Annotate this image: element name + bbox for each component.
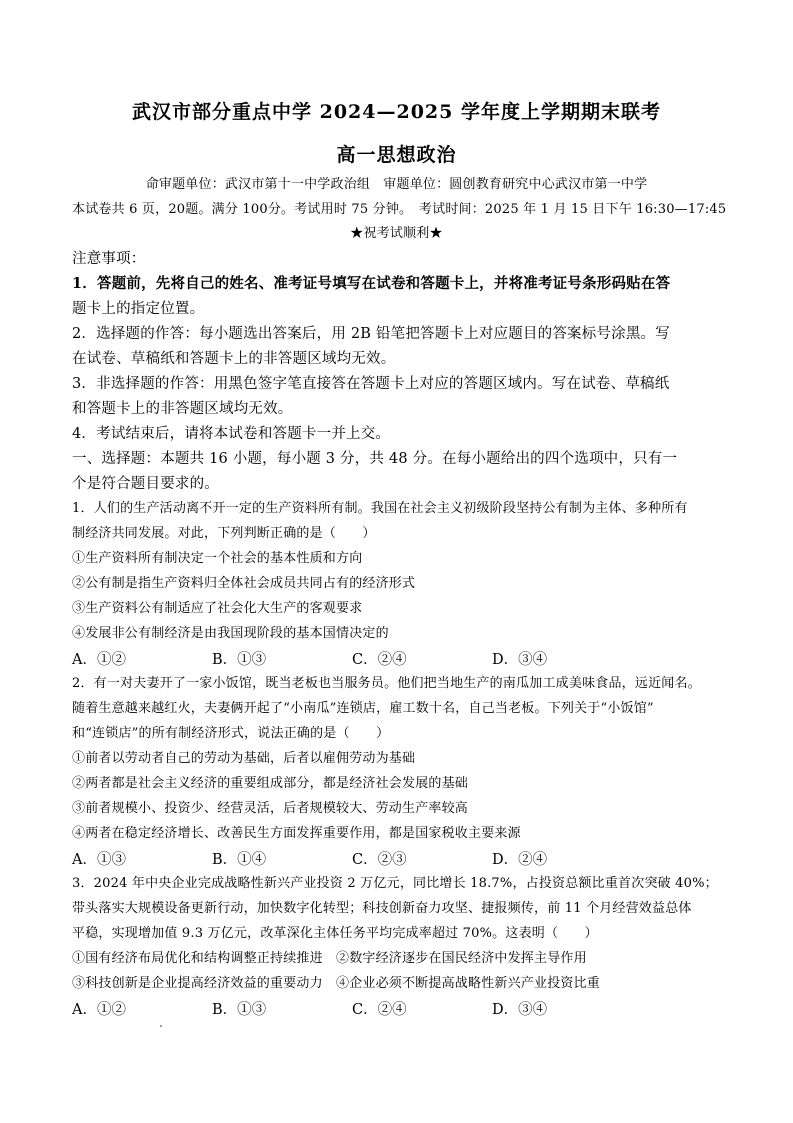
notice-line: 3．非选择题的作答：用黑色签字笔直接答在答题卡上对应的答题区域内。写在试卷、草稿纸 [72, 376, 670, 392]
option-d: D．③④ [492, 1002, 548, 1018]
notice-line: 和答题卡上的非答题区域均无效。 [72, 401, 293, 417]
question-1-statement: ③生产资料公有制适应了社会化大生产的客观要求 [72, 601, 363, 616]
option-c: C．②④ [352, 652, 407, 668]
question-3-statement: ③科技创新是企业提高经济效益的重要动力 ④企业必须不断提高战略性新兴产业投资比重 [72, 976, 601, 991]
question-1-stem: 制经济共同发展。对此，下列判断正确的是（ ） [72, 526, 376, 541]
option-d: D．③④ [492, 652, 548, 668]
option-c: C．②④ [352, 1002, 407, 1018]
notice-line: 4．考试结束后，请将本试卷和答题卡一并上交。 [72, 426, 391, 442]
option-a: A．①③ [72, 852, 126, 868]
question-3-statement: ①国有经济布局优化和结构调整正持续推进 ②数字经济逐步在国民经济中发挥主导作用 [72, 951, 587, 966]
notice-line: 题卡上的指定位置。 [72, 301, 205, 317]
question-2-stem: 和“连锁店”的所有制经济形式，说法正确的是（ ） [72, 726, 390, 741]
notice-line: 在试卷、草稿纸和答题卡上的非答题区域均无效。 [72, 351, 396, 367]
question-2-statement: ①前者以劳动者自己的劳动为基础，后者以雇佣劳动为基础 [72, 751, 416, 766]
section-heading: 一、选择题：本题共 16 小题，每小题 3 分，共 48 分。在每小题给出的四个选项中，只有一 [72, 451, 678, 467]
option-d: D．②④ [492, 852, 548, 868]
scan-speck [160, 1025, 162, 1027]
question-2-statement: ②两者都是社会主义经济的重要组成部分，都是经济社会发展的基础 [72, 776, 469, 791]
question-2-statement: ③前者规模小、投资少、经营灵活，后者规模较大、劳动生产率较高 [72, 801, 469, 816]
option-b: B．①③ [212, 652, 267, 668]
option-a: A．①② [72, 1002, 126, 1018]
exam-title: 武汉市部分重点中学 2024—2025 学年度上学期期末联考 [132, 101, 661, 123]
question-2-statement: ④两者在稳定经济增长、改善民生方面发挥重要作用，都是国家税收主要来源 [72, 826, 521, 841]
notice-line: 2．选择题的作答：每小题选出答案后，用 2B 铅笔把答题卡上对应题目的答案标号涂黑。写 [72, 326, 670, 342]
option-b: B．①③ [212, 1002, 267, 1018]
option-b: B．①④ [212, 852, 267, 868]
question-3-stem: 3．2024 年中央企业完成战略性新兴产业投资 2 万亿元，同比增长 18.7%，占投资总额比重首次突破 40%； [72, 876, 718, 891]
question-2-stem: 2．有一对夫妻开了一家小饭馆，既当老板也当服务员。他们把当地生产的南瓜加工成美味食品，远近闻名。 [72, 676, 701, 691]
option-c: C．②③ [352, 852, 407, 868]
question-2-stem: 随着生意越来越红火，夫妻俩开起了“小南瓜”连锁店，雇工数十名，自己当老板。下列关于“小饭馆” [72, 701, 654, 716]
notice-line: 1．答题前，先将自己的姓名、准考证号填写在试卷和答题卡上，并将准考证号条形码贴在答 [72, 275, 671, 292]
subject-title: 高一思想政治 [336, 144, 457, 166]
question-1-statement: ①生产资料所有制决定一个社会的基本性质和方向 [72, 551, 363, 566]
question-1-stem: 1．人们的生产活动离不开一定的生产资料所有制。我国在社会主义初级阶段坚持公有制为主体、多种所有 [72, 501, 688, 516]
authoring-units: 命审题单位：武汉市第十一中学政治组 审题单位：圆创教育研究中心武汉市第一中学 [145, 177, 648, 192]
question-3-stem: 平稳，实现增加值 9.3 万亿元，改革深化主体任务平均完成率超过 70%。这表明（ ） [72, 926, 598, 941]
exam-info: 本试卷共 6 页，20题。满分 100分。考试用时 75 分钟。 考试时间：2025 年 1 月 15 日下午 16:30—17:45 [72, 202, 727, 217]
good-luck-wish: ★祝考试顺利★ [350, 226, 443, 241]
question-3-stem: 带头落实大规模设备更新行动，加快数字化转型；科技创新奋力攻坚、捷报频传，前 11 个月经营效益总体 [72, 901, 692, 916]
section-heading: 个是符合题目要求的。 [72, 476, 219, 492]
notice-heading: 注意事项： [72, 251, 146, 267]
question-1-statement: ②公有制是指生产资料归全体社会成员共同占有的经济形式 [72, 576, 416, 591]
option-a: A．①② [72, 652, 126, 668]
question-1-statement: ④发展非公有制经济是由我国现阶段的基本国情决定的 [72, 626, 389, 641]
